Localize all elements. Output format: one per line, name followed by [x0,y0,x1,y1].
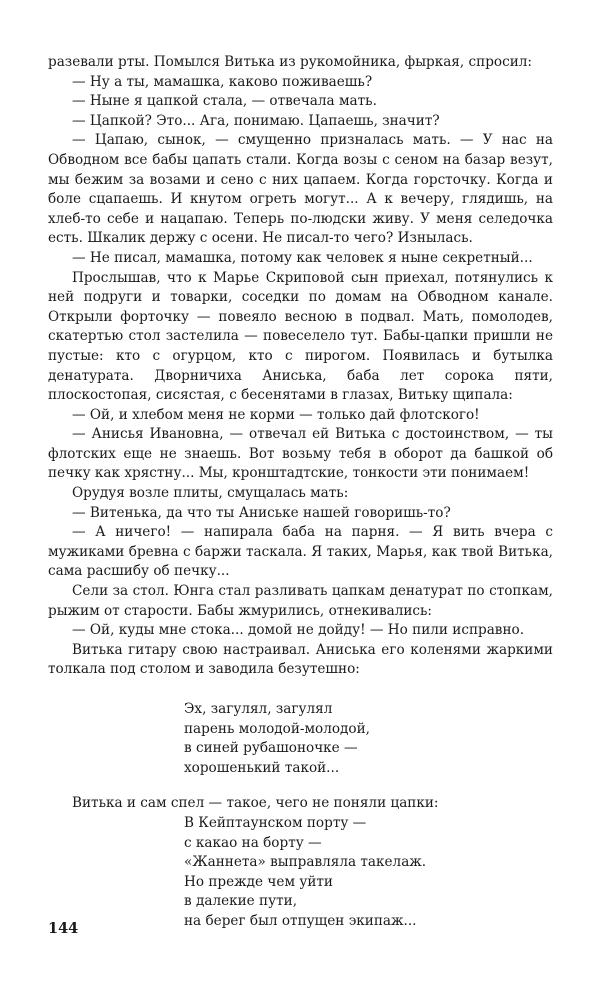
verse-line: на берег был отпущен экипаж... [184,912,417,929]
verse-line: хорошенький такой... [184,759,340,776]
page-number: 144 [48,920,79,937]
verse-block-1 [48,700,553,778]
verse-line: Но прежде чем уйти [184,873,333,890]
paragraph: Сели за стол. Юнга стал разливать цапкам денатурат по стопкам, рыжим от старости. Бабы жмурились, отнекивались: [48,583,553,619]
paragraph: — Цапкой? Это... Ага, понимаю. Цапаешь, значит? [72,112,440,129]
paragraph: — А ничего! — напирала баба на парня. — Я вить вчера с мужиками бревна с баржи таскала. Я таких, Марья, как твой Витька, сама расшибу об печку... [48,524,553,580]
paragraph: разевали рты. Помылся Витька из рукомойника, фыркая, спросил: [48,54,532,70]
verse-line: В Кейптаунском порту — [184,814,367,831]
paragraph: — Не писал, мамашка, потому как человек я ныне секретный... [72,249,533,266]
body-text [48,53,553,932]
paragraph: Витька и сам спел — такое, чего не поняли цапки: [72,795,439,812]
verse-line: в синей рубашоночке — [184,740,358,757]
paragraph: Прослышав, что к Марье Скриповой сын приехал, потянулись к ней подруги и товарки, соседки по домам на Обводном канале. Открыли форточку — повеяло весною в подвал. Мать, помолодев, скатертью стол застелила — повеселело тут. Бабы-цапки пришли не пустые: кто с огурцом, кто с пирогом. Появилась и бутылка денатурата. Дворничиха Аниська, баба лет сорока пяти, плоскостопая, сисястая, с бесенятами в глазах, Витьку щипала: [48,269,553,404]
paragraph: Орудуя возле плиты, смущалась мать: [72,485,349,502]
paragraph: — Анисья Ивановна, — отвечал ей Витька с достоинством, — ты флотских еще не знаешь. Вот возьму тебя в оборот да башкой об печку как хрястну... Мы, кронштадтские, тонкости эти понимаем! [48,426,553,482]
paragraph: — Цапаю, сынок, — смущенно призналась мать. — У нас на Обводном все бабы цапать стали. Когда возы с сеном на базар везут, мы бежим за возами и сено с них цапаем. Когда горсточку. Когда и боле сцапаешь. И кнутом огреть могут... А к вечеру, глядишь, на хлеб-то себе и нацапаю. Теперь по-людски живу. У меня селедочка есть. Шкалик держу с осени. Не писал-то чего? Изнылась. [48,132,553,247]
paragraph: — Витенька, да что ты Аниське нашей говоришь-то? [72,504,451,521]
verse-line: с какао на борту — [184,834,322,851]
verse-line: в далекие пути, [184,893,298,910]
paragraph: Витька гитару свою настраивал. Аниська его коленями жаркими толкала под столом и заводила безутешно: [48,641,553,678]
paragraph: — Ой, и хлебом меня не корми — только дай флотского! [72,406,480,423]
verse-block-2 [48,814,553,932]
verse-line: Эх, загулял, загулял [184,701,333,717]
paragraph: — Ну а ты, мамашка, каково поживаешь? [72,73,373,90]
paragraph: — Ой, куды мне стока... домой не дойду! — Но пили исправно. [72,622,525,639]
verse-line: «Жаннета» выправляла такелаж. [184,854,427,871]
paragraph: — Ныне я цапкой стала, — отвечала мать. [72,93,377,110]
verse-line: парень молодой-молодой, [184,720,370,737]
